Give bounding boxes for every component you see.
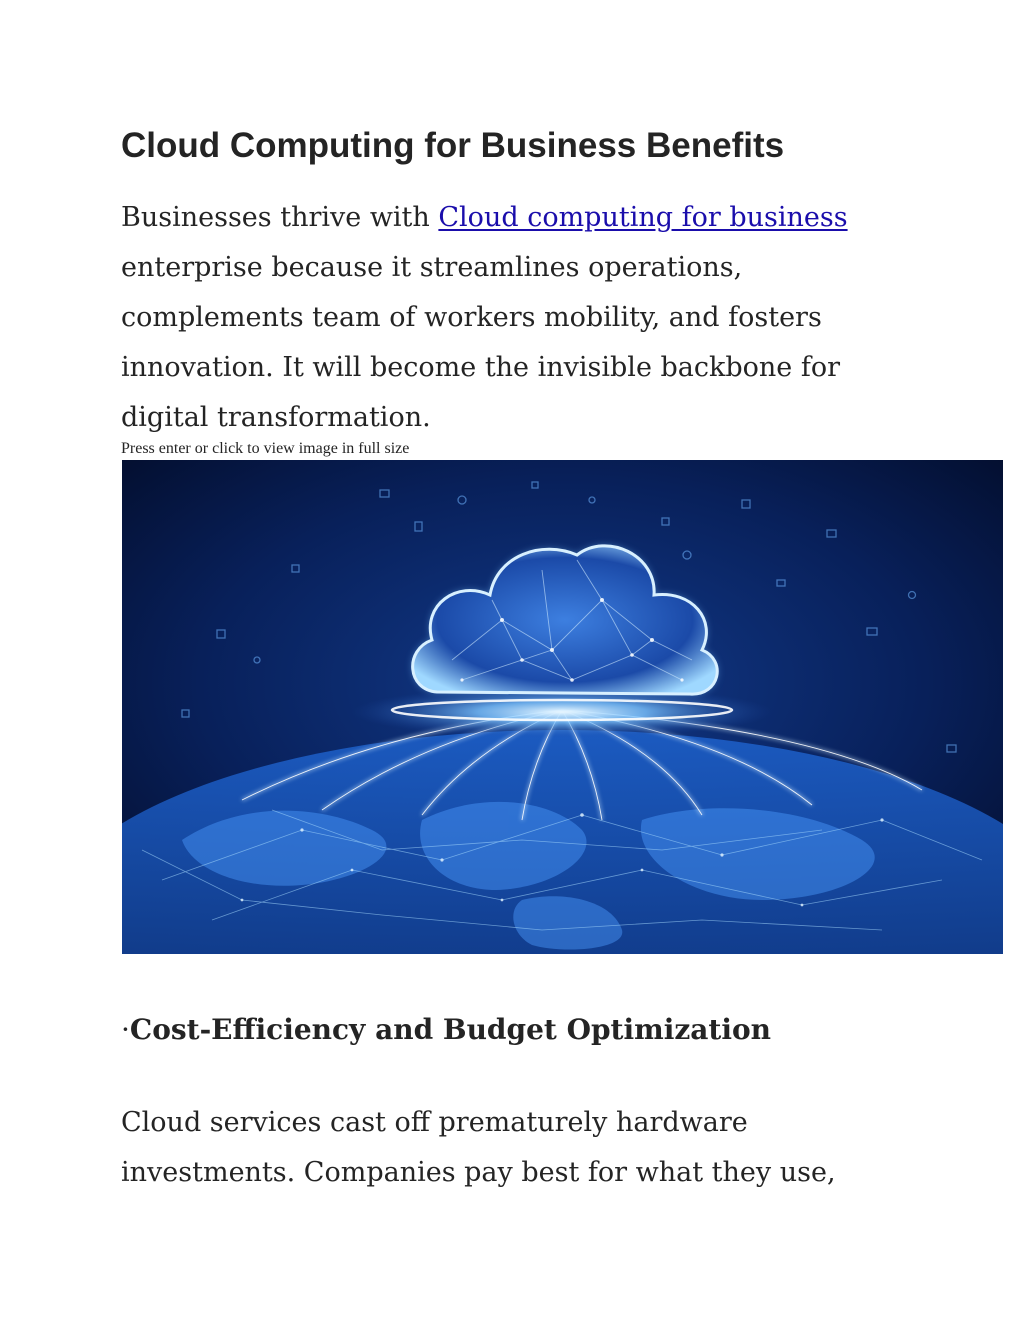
image-caption[interactable]: Press enter or click to view image in full size bbox=[121, 440, 410, 457]
intro-text-before-link: Businesses thrive with bbox=[121, 202, 439, 233]
bullet-dot: · bbox=[121, 1013, 130, 1046]
intro-text-after-link: enterprise because it streamlines operations, complements team of workers mobility, and fosters innovation. It will become the invisible backbone for digital transformation. bbox=[121, 252, 841, 433]
cloud-network-image[interactable] bbox=[122, 460, 1003, 954]
cloud-computing-link[interactable]: Cloud computing for business bbox=[438, 202, 848, 233]
intro-paragraph bbox=[121, 193, 881, 443]
section-heading bbox=[121, 1005, 771, 1055]
article-title: Cloud Computing for Business Benefits bbox=[121, 126, 785, 165]
section-heading-text: Cost-Efficiency and Budget Optimization bbox=[129, 1013, 772, 1046]
section-body-text: Cloud services cast off prematurely hardware investments. Companies pay best for what they use, bbox=[121, 1107, 836, 1188]
